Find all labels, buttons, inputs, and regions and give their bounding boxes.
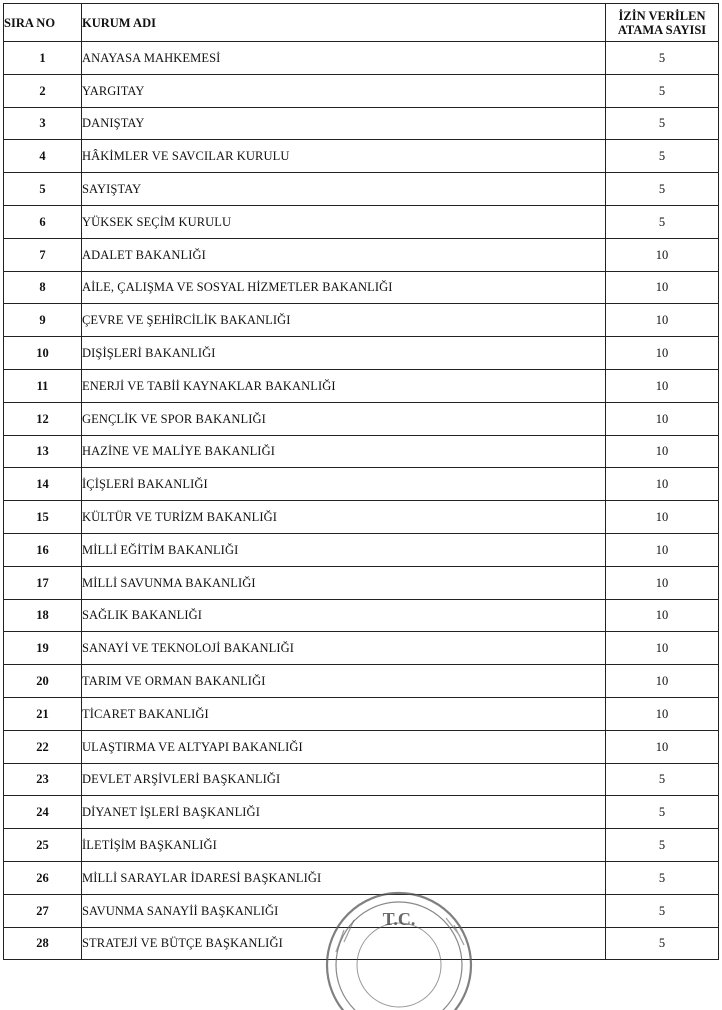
appointment-count: 10	[606, 369, 719, 402]
institution-name: AİLE, ÇALIŞMA VE SOSYAL HİZMETLER BAKANLIĞI	[82, 271, 606, 304]
header-atama-sayisi	[606, 4, 719, 42]
table-row	[4, 730, 719, 763]
row-number: 24	[4, 796, 82, 829]
header-kurum-adi: KURUM ADI	[82, 4, 606, 42]
appointment-count: 10	[606, 697, 719, 730]
row-number: 14	[4, 468, 82, 501]
institution-name: ENERJİ VE TABİİ KAYNAKLAR BAKANLIĞI	[82, 369, 606, 402]
row-number: 28	[4, 927, 82, 960]
appointment-count: 5	[606, 205, 719, 238]
row-number: 5	[4, 173, 82, 206]
institution-name: ANAYASA MAHKEMESİ	[82, 42, 606, 75]
institution-name: HÂKİMLER VE SAVCILAR KURULU	[82, 140, 606, 173]
table-row	[4, 566, 719, 599]
appointment-count: 10	[606, 501, 719, 534]
row-number: 2	[4, 74, 82, 107]
institution-name: TİCARET BAKANLIĞI	[82, 697, 606, 730]
appointment-count: 10	[606, 730, 719, 763]
institution-name: TARIM VE ORMAN BAKANLIĞI	[82, 665, 606, 698]
table-row	[4, 205, 719, 238]
table-row	[4, 238, 719, 271]
row-number: 15	[4, 501, 82, 534]
row-number: 1	[4, 42, 82, 75]
institution-name: MİLLİ SARAYLAR İDARESİ BAŞKANLIĞI	[82, 861, 606, 894]
header-atama-line2: ATAMA SAYISI	[617, 22, 707, 37]
institution-name: YÜKSEK SEÇİM KURULU	[82, 205, 606, 238]
row-number: 10	[4, 337, 82, 370]
appointment-count: 10	[606, 632, 719, 665]
table-row	[4, 107, 719, 140]
institution-name: KÜLTÜR VE TURİZM BAKANLIĞI	[82, 501, 606, 534]
row-number: 9	[4, 304, 82, 337]
table-row	[4, 796, 719, 829]
row-number: 6	[4, 205, 82, 238]
row-number: 27	[4, 894, 82, 927]
row-number: 12	[4, 402, 82, 435]
table-row	[4, 42, 719, 75]
row-number: 8	[4, 271, 82, 304]
appointment-count: 5	[606, 42, 719, 75]
appointment-count: 10	[606, 468, 719, 501]
row-number: 17	[4, 566, 82, 599]
institution-name: DANIŞTAY	[82, 107, 606, 140]
table-row	[4, 894, 719, 927]
appointment-count: 10	[606, 566, 719, 599]
table-row	[4, 533, 719, 566]
table-row	[4, 74, 719, 107]
row-number: 3	[4, 107, 82, 140]
row-number: 7	[4, 238, 82, 271]
institution-name: DIŞİŞLERİ BAKANLIĞI	[82, 337, 606, 370]
institution-name: MİLLİ SAVUNMA BAKANLIĞI	[82, 566, 606, 599]
row-number: 11	[4, 369, 82, 402]
appointment-count: 10	[606, 599, 719, 632]
table-row	[4, 304, 719, 337]
table-row	[4, 861, 719, 894]
table-row	[4, 468, 719, 501]
appointment-count: 5	[606, 796, 719, 829]
appointment-count: 5	[606, 107, 719, 140]
header-atama-line1: İZİN VERİLEN	[618, 8, 706, 23]
appointment-count: 5	[606, 927, 719, 960]
institution-name: SAĞLIK BAKANLIĞI	[82, 599, 606, 632]
institution-name: STRATEJİ VE BÜTÇE BAŞKANLIĞI	[82, 927, 606, 960]
appointment-count: 5	[606, 861, 719, 894]
table-row	[4, 435, 719, 468]
table-row	[4, 337, 719, 370]
institution-name: DİYANET İŞLERİ BAŞKANLIĞI	[82, 796, 606, 829]
table-row	[4, 140, 719, 173]
institution-name: MİLLİ EĞİTİM BAKANLIĞI	[82, 533, 606, 566]
appointment-count: 10	[606, 337, 719, 370]
institution-name: İLETİŞİM BAŞKANLIĞI	[82, 829, 606, 862]
row-number: 22	[4, 730, 82, 763]
institution-name: DEVLET ARŞİVLERİ BAŞKANLIĞI	[82, 763, 606, 796]
row-number: 26	[4, 861, 82, 894]
institution-name: ULAŞTIRMA VE ALTYAPI BAKANLIĞI	[82, 730, 606, 763]
appointment-count: 5	[606, 173, 719, 206]
table-row	[4, 763, 719, 796]
table-header-row	[4, 4, 719, 42]
appointment-count: 5	[606, 74, 719, 107]
institution-name: SAYIŞTAY	[82, 173, 606, 206]
table-row	[4, 501, 719, 534]
table-row	[4, 632, 719, 665]
row-number: 19	[4, 632, 82, 665]
institution-name: SAVUNMA SANAYİİ BAŞKANLIĞI	[82, 894, 606, 927]
row-number: 23	[4, 763, 82, 796]
institution-name: HAZİNE VE MALİYE BAKANLIĞI	[82, 435, 606, 468]
row-number: 20	[4, 665, 82, 698]
institution-name: YARGITAY	[82, 74, 606, 107]
header-sira-no: SIRA NO	[4, 4, 82, 42]
row-number: 16	[4, 533, 82, 566]
appointment-count: 10	[606, 435, 719, 468]
institution-name: GENÇLİK VE SPOR BAKANLIĞI	[82, 402, 606, 435]
institution-table	[3, 3, 719, 960]
table-row	[4, 829, 719, 862]
appointment-count: 10	[606, 238, 719, 271]
table-row	[4, 271, 719, 304]
institution-name: ADALET BAKANLIĞI	[82, 238, 606, 271]
institution-name: İÇİŞLERİ BAKANLIĞI	[82, 468, 606, 501]
seal-text: T.C.	[382, 909, 416, 929]
table-row	[4, 402, 719, 435]
appointment-count: 5	[606, 829, 719, 862]
appointment-count: 5	[606, 763, 719, 796]
row-number: 13	[4, 435, 82, 468]
appointment-count: 5	[606, 140, 719, 173]
institution-name: ÇEVRE VE ŞEHİRCİLİK BAKANLIĞI	[82, 304, 606, 337]
appointment-count: 10	[606, 402, 719, 435]
table-row	[4, 369, 719, 402]
appointment-count: 10	[606, 533, 719, 566]
row-number: 18	[4, 599, 82, 632]
row-number: 21	[4, 697, 82, 730]
appointment-count: 10	[606, 665, 719, 698]
table-row	[4, 697, 719, 730]
table-body	[4, 42, 719, 960]
table-row	[4, 599, 719, 632]
appointment-count: 5	[606, 894, 719, 927]
table-row	[4, 665, 719, 698]
institution-name: SANAYİ VE TEKNOLOJİ BAKANLIĞI	[82, 632, 606, 665]
appointment-count: 10	[606, 304, 719, 337]
table-row	[4, 927, 719, 960]
row-number: 25	[4, 829, 82, 862]
row-number: 4	[4, 140, 82, 173]
table-row	[4, 173, 719, 206]
appointment-count: 10	[606, 271, 719, 304]
